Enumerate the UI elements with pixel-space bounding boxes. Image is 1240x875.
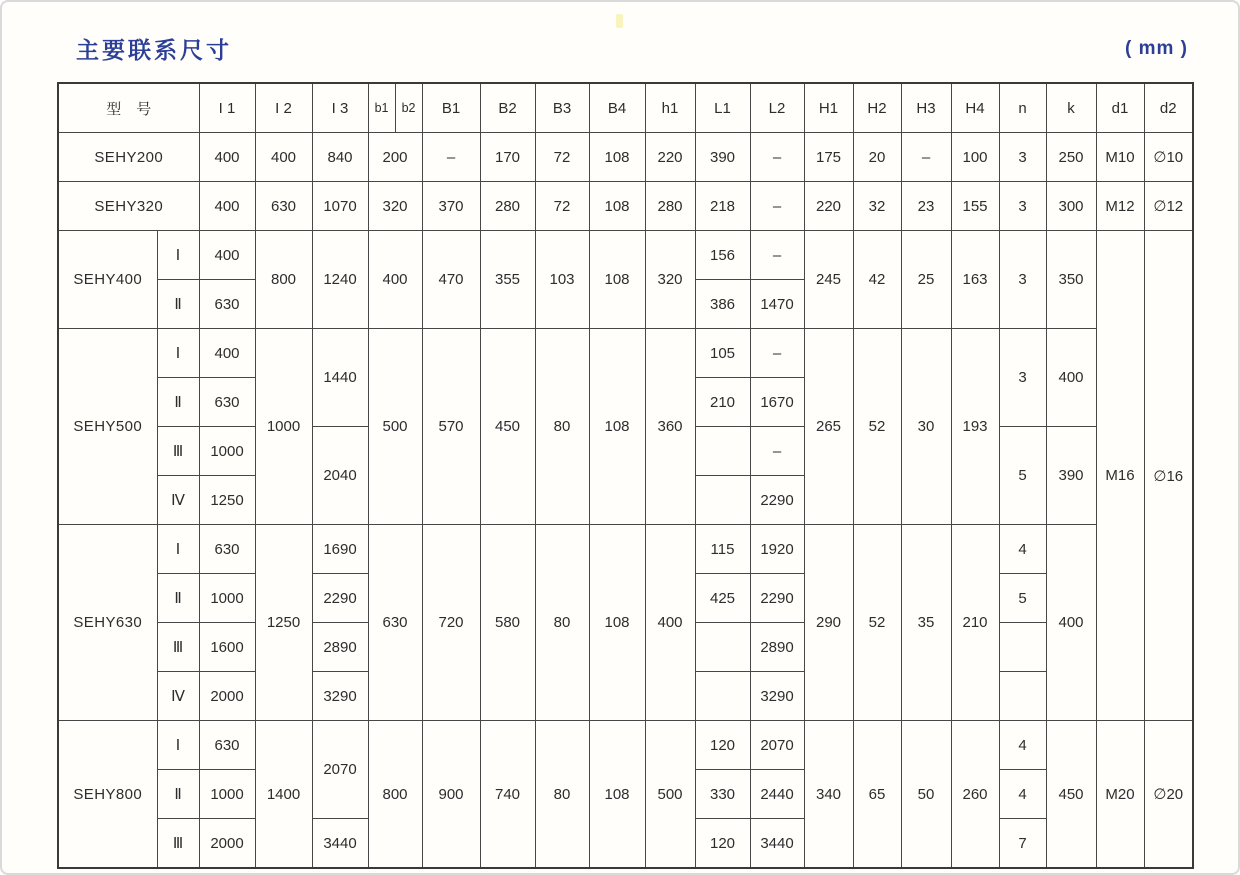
table-cell: 218: [695, 182, 750, 231]
unit-label: ( mm ): [1125, 38, 1188, 59]
table-cell: 390: [1046, 427, 1096, 525]
table-cell: 100: [951, 133, 999, 182]
table-cell: 156: [695, 231, 750, 280]
table-cell: 4: [999, 770, 1046, 819]
table-cell: –: [750, 427, 804, 476]
table-cell: 450: [480, 329, 535, 525]
row-label-cell: Ⅰ: [157, 525, 199, 574]
table-cell: 320: [645, 231, 695, 329]
table-row: [58, 133, 1193, 182]
table-cell: M10: [1096, 133, 1144, 182]
table-cell: 840: [312, 133, 368, 182]
table-cell: 7: [999, 819, 1046, 869]
header-cell: b1: [368, 83, 395, 133]
table-cell: –: [750, 133, 804, 182]
table-cell: 630: [368, 525, 422, 721]
table-cell: M20: [1096, 721, 1144, 869]
table-cell: 1000: [199, 770, 255, 819]
table-cell: 630: [199, 721, 255, 770]
header-cell: L2: [750, 83, 804, 133]
header-cell: B3: [535, 83, 589, 133]
table-cell: 2290: [750, 476, 804, 525]
table-cell: 3: [999, 133, 1046, 182]
table-cell: 355: [480, 231, 535, 329]
row-label-cell: Ⅲ: [157, 427, 199, 476]
table-cell: 155: [951, 182, 999, 231]
header-cell: H3: [901, 83, 951, 133]
table-cell: 400: [199, 133, 255, 182]
table-cell: 800: [255, 231, 312, 329]
table-cell: 1250: [255, 525, 312, 721]
table-row: [58, 182, 1193, 231]
table-cell: 3: [999, 231, 1046, 329]
table-cell: 5: [999, 574, 1046, 623]
table-cell: 32: [853, 182, 901, 231]
dimensions-table: [57, 82, 1194, 869]
table-cell: 425: [695, 574, 750, 623]
table-cell: 3290: [312, 672, 368, 721]
table-cell: 900: [422, 721, 480, 869]
table-cell: 200: [368, 133, 422, 182]
table-cell: 108: [589, 525, 645, 721]
table-cell: 400: [645, 525, 695, 721]
header-cell: I 1: [199, 83, 255, 133]
table-cell: 42: [853, 231, 901, 329]
table-cell: 800: [368, 721, 422, 869]
table-cell: 245: [804, 231, 853, 329]
table-cell: 115: [695, 525, 750, 574]
table-cell: 108: [589, 231, 645, 329]
table-cell: 570: [422, 329, 480, 525]
table-cell: 386: [695, 280, 750, 329]
header-cell: 型 号: [58, 83, 199, 133]
row-label-cell: Ⅲ: [157, 819, 199, 869]
table-cell: 400: [368, 231, 422, 329]
table-cell: 50: [901, 721, 951, 869]
header-cell: L1: [695, 83, 750, 133]
header-cell: H1: [804, 83, 853, 133]
table-cell: 220: [645, 133, 695, 182]
table-cell: 210: [695, 378, 750, 427]
table-cell: 630: [199, 525, 255, 574]
table-cell: 108: [589, 329, 645, 525]
table-cell: 350: [1046, 231, 1096, 329]
model-cell: SEHY500: [58, 329, 157, 525]
header-row: [58, 83, 1193, 133]
table-row: [58, 525, 1193, 574]
table-cell: [999, 672, 1046, 721]
table-cell: 120: [695, 819, 750, 869]
table-cell: 1000: [255, 329, 312, 525]
table-cell: 108: [589, 182, 645, 231]
table-row: [58, 329, 1193, 378]
table-cell: 210: [951, 525, 999, 721]
table-cell: 250: [1046, 133, 1096, 182]
table-cell: 2000: [199, 819, 255, 869]
table-cell: 400: [255, 133, 312, 182]
table-cell: ∅10: [1144, 133, 1193, 182]
table-cell: ∅12: [1144, 182, 1193, 231]
table-section: [57, 82, 1194, 869]
header-cell: B1: [422, 83, 480, 133]
table-cell: 2070: [312, 721, 368, 819]
table-cell: 1440: [312, 329, 368, 427]
table-cell: 108: [589, 133, 645, 182]
table-cell: [695, 672, 750, 721]
header-cell: d1: [1096, 83, 1144, 133]
table-cell: 80: [535, 329, 589, 525]
table-cell: 108: [589, 721, 645, 869]
table-cell: 23: [901, 182, 951, 231]
table-cell: [695, 623, 750, 672]
table-cell: 630: [255, 182, 312, 231]
table-cell: 580: [480, 525, 535, 721]
table-cell: 1600: [199, 623, 255, 672]
table-cell: 3290: [750, 672, 804, 721]
table-cell: 1920: [750, 525, 804, 574]
table-cell: 450: [1046, 721, 1096, 869]
table-cell: 170: [480, 133, 535, 182]
table-cell: 52: [853, 329, 901, 525]
table-cell: [999, 623, 1046, 672]
table-cell: 720: [422, 525, 480, 721]
table-cell: 4: [999, 525, 1046, 574]
table-cell: 80: [535, 525, 589, 721]
table-cell: 25: [901, 231, 951, 329]
table-cell: 2290: [750, 574, 804, 623]
row-label-cell: Ⅳ: [157, 476, 199, 525]
row-label-cell: Ⅱ: [157, 378, 199, 427]
table-cell: –: [422, 133, 480, 182]
table-cell: 220: [804, 182, 853, 231]
header-cell: h1: [645, 83, 695, 133]
header-cell: I 2: [255, 83, 312, 133]
table-cell: 1690: [312, 525, 368, 574]
header-cell: B4: [589, 83, 645, 133]
row-label-cell: Ⅰ: [157, 231, 199, 280]
table-cell: 3: [999, 182, 1046, 231]
table-cell: 72: [535, 133, 589, 182]
table-cell: 280: [645, 182, 695, 231]
table-cell: 2440: [750, 770, 804, 819]
table-cell: 80: [535, 721, 589, 869]
table-cell: 163: [951, 231, 999, 329]
table-cell: 103: [535, 231, 589, 329]
table-cell: 2890: [312, 623, 368, 672]
table-cell: 3: [999, 329, 1046, 427]
table-cell: 400: [199, 182, 255, 231]
table-cell: M12: [1096, 182, 1144, 231]
model-cell: SEHY800: [58, 721, 157, 869]
header-cell: d2: [1144, 83, 1193, 133]
row-label-cell: Ⅰ: [157, 721, 199, 770]
table-cell: 5: [999, 427, 1046, 525]
model-cell: SEHY200: [58, 133, 199, 182]
row-label-cell: Ⅲ: [157, 623, 199, 672]
header-cell: b2: [395, 83, 422, 133]
table-cell: 470: [422, 231, 480, 329]
table-cell: 260: [951, 721, 999, 869]
header-cell: H2: [853, 83, 901, 133]
table-cell: 35: [901, 525, 951, 721]
table-cell: 65: [853, 721, 901, 869]
header-cell: n: [999, 83, 1046, 133]
table-cell: 400: [1046, 329, 1096, 427]
table-row: [58, 721, 1193, 770]
table-cell: 265: [804, 329, 853, 525]
table-cell: 400: [1046, 525, 1096, 721]
table-row: [58, 231, 1193, 280]
table-cell: –: [750, 182, 804, 231]
table-cell: 3440: [312, 819, 368, 869]
table-cell: 1000: [199, 574, 255, 623]
page-title: 主要联系尺寸: [76, 37, 232, 63]
row-label-cell: Ⅰ: [157, 329, 199, 378]
table-cell: 1070: [312, 182, 368, 231]
table-cell: 400: [199, 231, 255, 280]
table-cell: 1240: [312, 231, 368, 329]
row-label-cell: Ⅳ: [157, 672, 199, 721]
table-cell: 630: [199, 378, 255, 427]
header-cell: I 3: [312, 83, 368, 133]
header-cell: H4: [951, 83, 999, 133]
header-cell: k: [1046, 83, 1096, 133]
row-label-cell: Ⅱ: [157, 574, 199, 623]
row-label-cell: Ⅱ: [157, 280, 199, 329]
table-body: [58, 133, 1193, 869]
table-cell: 300: [1046, 182, 1096, 231]
table-cell: 52: [853, 525, 901, 721]
table-cell: –: [750, 329, 804, 378]
model-cell: SEHY630: [58, 525, 157, 721]
table-cell: 120: [695, 721, 750, 770]
table-cell: 320: [368, 182, 422, 231]
table-cell: [695, 427, 750, 476]
table-cell: 500: [368, 329, 422, 525]
table-cell: 1400: [255, 721, 312, 869]
table-cell: 330: [695, 770, 750, 819]
row-label-cell: Ⅱ: [157, 770, 199, 819]
table-cell: 360: [645, 329, 695, 525]
table-cell: 72: [535, 182, 589, 231]
header-cell: B2: [480, 83, 535, 133]
table-cell: ∅20: [1144, 721, 1193, 869]
table-cell: 740: [480, 721, 535, 869]
scan-artifact: [616, 14, 623, 28]
table-cell: 193: [951, 329, 999, 525]
table-cell: [695, 476, 750, 525]
table-cell: 500: [645, 721, 695, 869]
table-cell: 2040: [312, 427, 368, 525]
table-cell: 630: [199, 280, 255, 329]
table-cell: 30: [901, 329, 951, 525]
table-cell: 400: [199, 329, 255, 378]
table-cell: M16: [1096, 231, 1144, 721]
table-cell: –: [750, 231, 804, 280]
table-cell: 280: [480, 182, 535, 231]
table-cell: ∅16: [1144, 231, 1193, 721]
table-cell: 2070: [750, 721, 804, 770]
model-cell: SEHY400: [58, 231, 157, 329]
table-cell: 1250: [199, 476, 255, 525]
table-cell: 1000: [199, 427, 255, 476]
table-cell: 3440: [750, 819, 804, 869]
table-cell: 20: [853, 133, 901, 182]
table-cell: 175: [804, 133, 853, 182]
table-cell: 1470: [750, 280, 804, 329]
table-cell: 105: [695, 329, 750, 378]
table-cell: –: [901, 133, 951, 182]
table-cell: 2000: [199, 672, 255, 721]
table-cell: 1670: [750, 378, 804, 427]
model-cell: SEHY320: [58, 182, 199, 231]
table-cell: 4: [999, 721, 1046, 770]
table-cell: 390: [695, 133, 750, 182]
table-cell: 370: [422, 182, 480, 231]
table-cell: 2890: [750, 623, 804, 672]
table-cell: 290: [804, 525, 853, 721]
table-cell: 2290: [312, 574, 368, 623]
table-cell: 340: [804, 721, 853, 869]
